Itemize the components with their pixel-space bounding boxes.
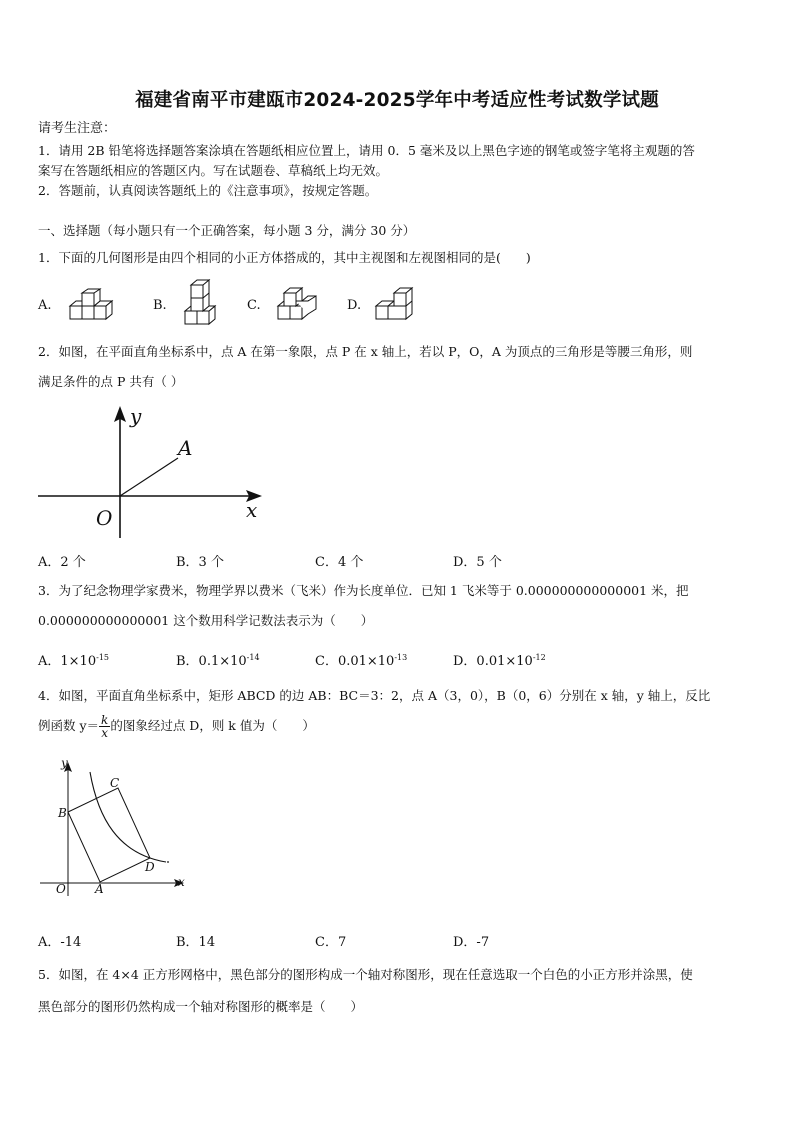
q4-option-a: A．-14 (38, 935, 82, 950)
q3-line-1: 3．为了纪念物理学家费米，物理学界以费米（飞米）作为长度单位．已知 1 飞米等于 0.000000000000001 米，把 (38, 583, 689, 598)
q1-option-b: B. (153, 298, 167, 313)
q4-fraction: $\frac{k}{x}$ (101, 713, 109, 740)
q1-figure-c (276, 286, 320, 324)
q4-line-2: 例函数 y＝ $\frac{k}{x}$ 的图象经过点 D，则 k 值为（ ） (38, 713, 315, 740)
q5-line-2: 黑色部分的图形仍然构成一个轴对称图形的概率是（ ） (38, 999, 364, 1014)
q1-figure-b (182, 278, 222, 328)
q2-coordinate-figure (36, 400, 266, 545)
q2-option-c: C．4 个 (315, 555, 364, 570)
q1-option-c: C. (247, 298, 261, 313)
q3-option-b: B．$0.1\times 10^{-14}$ (176, 653, 260, 669)
q2-line-1: 2．如图，在平面直角坐标系中，点 A 在第一象限，点 P 在 x 轴上，若以 P，O，A 为顶点的三角形是等腰三角形，则 (38, 344, 693, 359)
q4-option-d: D．-7 (453, 935, 490, 950)
q2-line-2: 满足条件的点 P 共有（ ） (38, 374, 184, 389)
q3-option-a: A．$1\times 10^{-15}$ (38, 653, 109, 669)
q3-option-c: C．$0.01\times 10^{-13}$ (315, 653, 408, 669)
q2-option-a: A．2 个 (38, 555, 86, 570)
notice-line-1a: 1．请用 2B 铅笔将选择题答案涂填在答题纸相应位置上，请用 0．5 毫米及以上黑色字迹的钢笔或签字笔将主观题的答 (38, 143, 695, 158)
q2-option-b: B．3 个 (176, 555, 224, 570)
q4-line-1: 4．如图，平面直角坐标系中，矩形 ABCD 的边 AB：BC＝3：2，点 A（3，0），B（0，6）分别在 x 轴，y 轴上，反比 (38, 688, 711, 703)
q2-o-label: O (96, 506, 113, 530)
q1-figure-d (374, 284, 418, 324)
q4-d-label: D (145, 860, 155, 874)
notice-line-2: 2．答题前，认真阅读答题纸上的《注意事项》，按规定答题。 (38, 183, 378, 198)
q1-figure-a (68, 288, 124, 324)
q1-option-d: D. (347, 298, 362, 313)
q4-y-label: y (61, 756, 68, 770)
q4-option-b: B．14 (176, 935, 216, 950)
q4-b-label: B (58, 806, 67, 820)
q1-text: 1．下面的几何图形是由四个相同的小正方体搭成的，其中主视图和左视图相同的是( ) (38, 250, 531, 265)
q3-line-2: 0.000000000000001 这个数用科学记数法表示为（ ） (38, 613, 374, 628)
page-title: 福建省南平市建瓯市2024-2025学年中考适应性考试数学试题 (135, 90, 659, 111)
q4-x-label: x (178, 875, 185, 889)
q2-a-label: A (178, 436, 193, 460)
notice-heading: 请考生注意： (38, 121, 117, 136)
q4-o-label: O (56, 882, 66, 896)
q2-y-label: y (130, 404, 142, 428)
notice-line-1b: 案写在答题纸相应的答题区内。写在试题卷、草稿纸上均无效。 (38, 163, 389, 178)
q1-option-a: A. (38, 298, 52, 313)
q3-option-d: D．$0.01\times 10^{-12}$ (453, 653, 546, 669)
q2-option-d: D．5 个 (453, 555, 502, 570)
q4-option-c: C．7 (315, 935, 347, 950)
section-heading: 一、选择题（每小题只有一个正确答案，每小题 3 分，满分 30 分） (38, 223, 416, 238)
q4-a-label: A (95, 882, 104, 896)
q2-x-label: x (246, 498, 258, 522)
q5-line-1: 5．如图，在 4×4 正方形网格中，黑色部分的图形构成一个轴对称图形，现在任意选取一个白色的小正方形并涂黑，使 (38, 967, 693, 982)
q4-c-label: C (110, 776, 120, 790)
